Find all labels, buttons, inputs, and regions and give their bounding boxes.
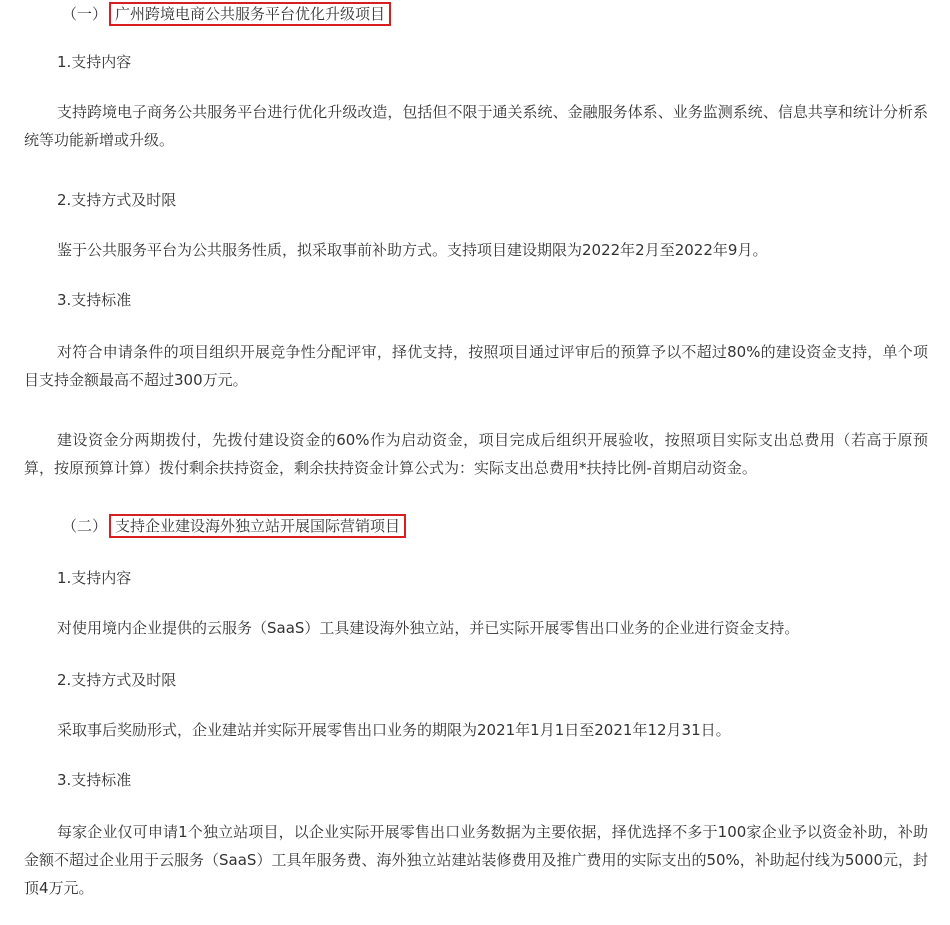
section-2-prefix: （二） [62,517,108,535]
section-1-item-3-label: 3.支持标准 [57,291,132,309]
section-1-title: 广州跨境电商公共服务平台优化升级项目 [109,2,391,26]
section-2-item-2-label: 2.支持方式及时限 [57,671,177,689]
section-1-item-2-label: 2.支持方式及时限 [57,191,177,209]
section-2-heading [62,514,406,538]
section-1-item-3-text-1: 对符合申请条件的项目组织开展竞争性分配评审，择优支持，按照项目通过评审后的预算予以不超过80%的建设资金支持，单个项目支持金额最高不超过300万元。 [24,343,928,389]
section-2-item-1-text: 对使用境内企业提供的云服务（SaaS）工具建设海外独立站，并已实际开展零售出口业务的企业进行资金支持。 [57,619,800,637]
section-1-item-1-text: 支持跨境电子商务公共服务平台进行优化升级改造，包括但不限于通关系统、金融服务体系、业务监测系统、信息共享和统计分析系统等功能新增或升级。 [24,103,928,149]
section-2-item-2-text: 采取事后奖励形式，企业建站并实际开展零售出口业务的期限为2021年1月1日至2021年12月31日。 [57,721,731,739]
section-2-item-3-label: 3.支持标准 [57,771,132,789]
section-1-item-3-text-2: 建设资金分两期拨付，先拨付建设资金的60%作为启动资金，项目完成后组织开展验收，按照项目实际支出总费用（若高于原预算，按原预算计算）拨付剩余扶持资金，剩余扶持资金计算公式为：实际支出总费用*扶持比例-首期启动资金。 [24,431,928,477]
section-2-item-1-label: 1.支持内容 [57,569,132,587]
section-1-item-2-text: 鉴于公共服务平台为公共服务性质，拟采取事前补助方式。支持项目建设期限为2022年2月至2022年9月。 [57,241,768,259]
section-1-item-1-label: 1.支持内容 [57,53,132,71]
section-2-title: 支持企业建设海外独立站开展国际营销项目 [109,514,406,538]
section-1-heading [62,2,391,26]
section-2-item-3-text-1: 每家企业仅可申请1个独立站项目，以企业实际开展零售出口业务数据为主要依据，择优选择不多于100家企业予以资金补助，补助金额不超过企业用于云服务（SaaS）工具年服务费、海外独立站建站装修费用及推广费用的实际支出的50%，补助起付线为5000元，封顶4万元。 [24,823,928,897]
section-1-prefix: （一） [62,5,108,23]
